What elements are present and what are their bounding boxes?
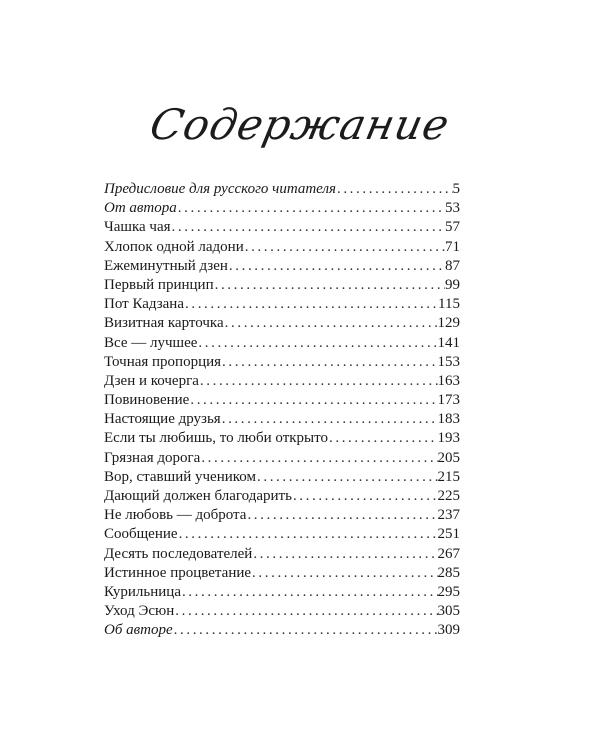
toc-entry-page: 295 <box>437 583 460 600</box>
toc-entry-title: Дзен и кочерга <box>104 372 199 389</box>
toc-entry-title: Вор, ставший учеником <box>104 468 256 485</box>
toc-entry-page: 129 <box>437 315 460 332</box>
toc-entry <box>104 506 460 525</box>
dot-leader <box>199 372 438 391</box>
toc-entry <box>104 295 460 314</box>
toc-entry <box>104 429 460 448</box>
toc-entry-title: Десять последователей <box>104 545 253 562</box>
dot-leader <box>189 391 437 410</box>
toc-entry-title: Курильница <box>104 583 181 600</box>
toc-entry <box>104 199 460 218</box>
toc-entry <box>104 410 460 429</box>
toc-entry <box>104 334 460 353</box>
toc-entry-page: 173 <box>437 392 460 409</box>
dot-leader <box>174 602 437 621</box>
toc-entry <box>104 621 460 640</box>
toc-entry <box>104 525 460 544</box>
toc-entry-page: 57 <box>445 219 460 236</box>
toc-entry <box>104 257 460 276</box>
toc-entry <box>104 372 460 391</box>
toc-entry-page: 87 <box>445 257 460 274</box>
dot-leader <box>251 564 437 583</box>
dot-leader <box>224 314 438 333</box>
toc-entry-title: Все — лучшее <box>104 334 198 351</box>
dot-leader <box>221 353 437 372</box>
toc-entry-page: 309 <box>437 622 460 639</box>
dot-leader <box>200 449 437 468</box>
toc-entry-page: 99 <box>445 276 460 293</box>
toc-entry-page: 225 <box>437 488 460 504</box>
table-of-contents <box>104 180 460 641</box>
dot-leader <box>221 410 438 429</box>
toc-entry <box>104 468 460 487</box>
toc-entry-page: 237 <box>437 507 460 524</box>
toc-entry <box>104 545 460 564</box>
toc-entry-title: Чашка чая <box>104 219 171 236</box>
toc-entry-page: 205 <box>437 449 460 466</box>
toc-entry-page: 163 <box>437 372 460 389</box>
dot-leader <box>197 334 437 353</box>
toc-entry-title: Точная пропорция <box>104 353 222 370</box>
toc-entry-title: Настоящие друзья <box>104 411 221 428</box>
toc-entry <box>104 583 460 602</box>
toc-entry <box>104 353 460 372</box>
toc-entry <box>104 564 460 583</box>
toc-entry-title: От автора <box>104 200 177 217</box>
toc-entry-page: 183 <box>437 411 460 428</box>
toc-entry-title: Пот Кадзана <box>104 296 184 313</box>
toc-entry-title: Об авторе <box>104 622 173 639</box>
toc-entry-title: Повиновение <box>104 392 190 409</box>
toc-entry <box>104 487 460 506</box>
toc-entry-page: 71 <box>445 238 460 255</box>
toc-entry-page: 141 <box>437 334 460 351</box>
dot-leader <box>252 545 437 564</box>
toc-entry-title: Истинное процветание <box>104 564 252 581</box>
toc-entry <box>104 449 460 468</box>
toc-entry-title: Грязная дорога <box>104 449 201 466</box>
dot-leader <box>244 238 445 257</box>
toc-entry <box>104 391 460 410</box>
toc-entry-page: 115 <box>438 296 460 313</box>
toc-entry-title: Визитная карточка <box>104 315 224 332</box>
dot-leader <box>256 468 438 487</box>
toc-entry-title: Уход Эсюн <box>104 603 175 620</box>
toc-entry-title: Не любовь — доброта <box>104 507 247 524</box>
dot-leader <box>336 180 453 199</box>
toc-entry-title: Сообщение <box>104 526 178 543</box>
toc-entry-page: 53 <box>445 200 460 217</box>
dot-leader <box>178 525 438 544</box>
toc-entry-title: Если ты любишь, то люби открыто <box>104 430 328 447</box>
toc-entry-page: 5 <box>452 181 460 197</box>
dot-leader <box>228 257 445 276</box>
toc-entry <box>104 238 460 257</box>
toc-entry-title: Хлопок одной ладони <box>104 238 244 255</box>
toc-entry-page: 285 <box>437 564 460 581</box>
toc-entry-page: 193 <box>437 430 460 447</box>
dot-leader <box>171 218 445 237</box>
toc-entry <box>104 218 460 237</box>
toc-entry-page: 215 <box>437 468 460 485</box>
toc-entry-page: 251 <box>437 526 460 543</box>
page-title: Содержание <box>145 100 455 149</box>
toc-entry-title: Первый принцип <box>104 276 214 293</box>
toc-entry-page: 267 <box>437 545 460 562</box>
dot-leader <box>177 199 445 218</box>
dot-leader <box>173 621 438 640</box>
dot-leader <box>184 295 438 314</box>
toc-entry-title: Ежеминутный дзен <box>104 257 228 274</box>
dot-leader <box>246 506 437 525</box>
toc-entry <box>104 276 460 295</box>
toc-entry <box>104 602 460 621</box>
dot-leader <box>214 276 445 295</box>
toc-entry <box>104 314 460 333</box>
dot-leader <box>292 487 438 506</box>
dot-leader <box>181 583 438 602</box>
toc-entry-title: Дающий должен благодарить <box>104 488 292 504</box>
toc-entry-page: 153 <box>437 353 460 370</box>
toc-entry <box>104 180 460 199</box>
toc-entry-title: Предисловие для русского читателя <box>104 181 336 197</box>
toc-entry-page: 305 <box>437 603 460 620</box>
dot-leader <box>328 429 438 448</box>
